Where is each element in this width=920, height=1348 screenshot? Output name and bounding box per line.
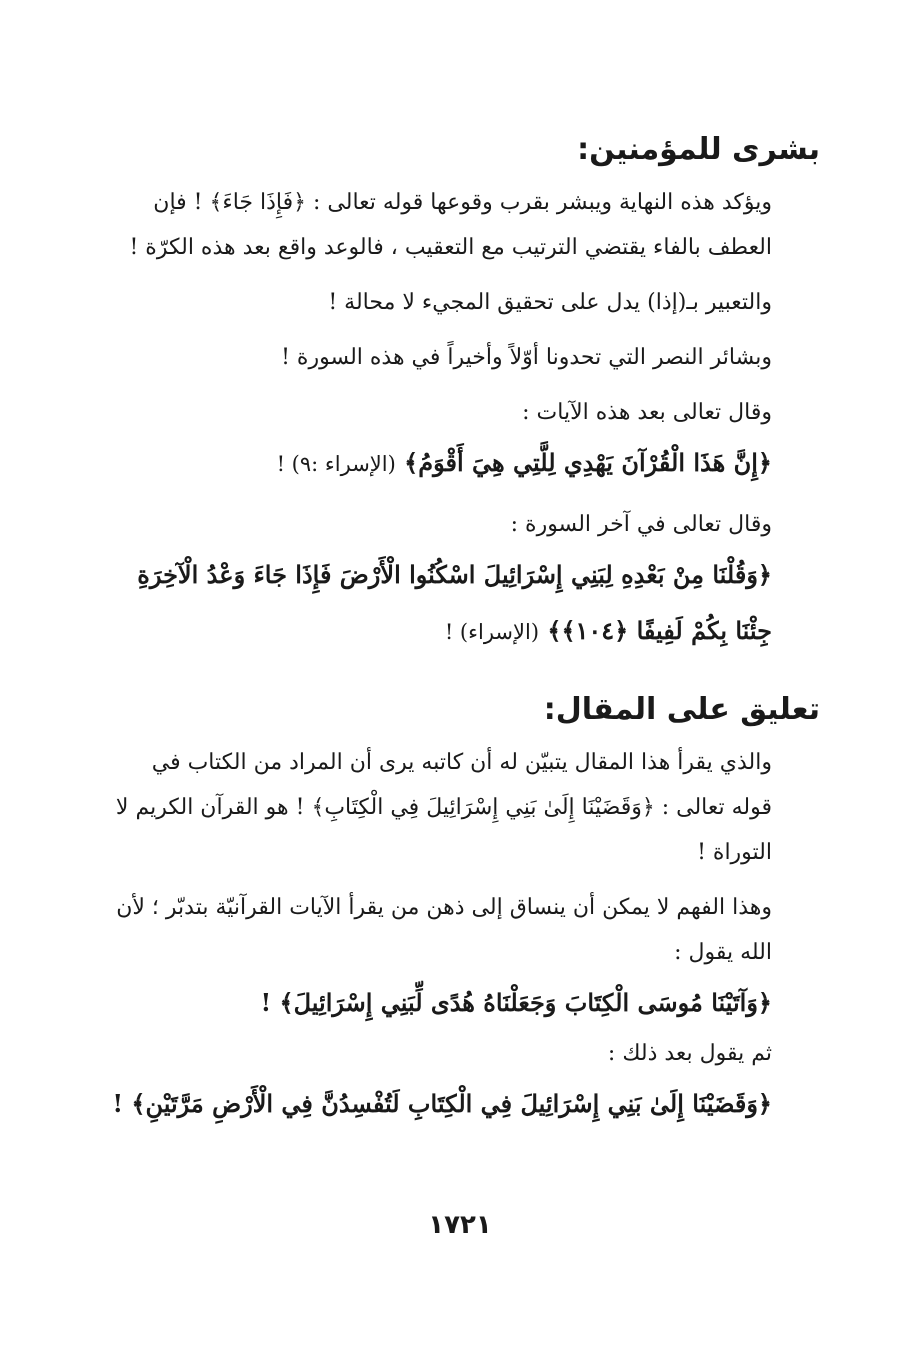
- paragraph: وهذا الفهم لا يمكن أن ينساق إلى ذهن من يقرأ الآيات القرآنيّة بتدبّر ؛ لأن الله يقول :: [116, 895, 772, 965]
- section-heading-glad-tidings: بشرى للمؤمنين:: [577, 132, 820, 167]
- paragraph: وقال تعالى في آخر السورة :: [510, 512, 772, 537]
- document-page: [108, 120, 820, 1132]
- comment-section: [108, 680, 820, 1132]
- paragraph: وقال تعالى بعد هذه الآيات :: [522, 400, 772, 425]
- paragraph: والذي يقرأ هذا المقال يتبيّن له أن كاتبه يرى أن المراد من الكتاب في قوله تعالى : ﴿وَقَضَيْنَا إِلَىٰ بَنِي إِسْرَائِيلَ فِي الْكِتَابِ﴾ ! هو القرآن الكريم لا التوراة !: [115, 750, 772, 865]
- paragraph: ثم يقول بعد ذلك :: [607, 1041, 772, 1066]
- verse-reference: (الإسراء) !: [444, 620, 540, 644]
- paragraph: وبشائر النصر التي تحدونا أوّلاً وأخيراً في هذه السورة !: [281, 345, 772, 370]
- paragraph: ويؤكد هذه النهاية ويبشر بقرب وقوعها قوله تعالى : ﴿فَإِذَا جَاءَ﴾ ! فإن العطف بالفاء يقتضي الترتيب مع التعقيب ، فالوعد واقع بعد هذه الكرّة !: [129, 190, 772, 260]
- quran-verse: [108, 435, 820, 492]
- quran-verse: ﴿وَقَضَيْنَا إِلَىٰ بَنِي إِسْرَائِيلَ فِي الْكِتَابِ لَتُفْسِدُنَّ فِي الْأَرْضِ مَرَّتَيْنِ﴾ !: [112, 1089, 772, 1118]
- quran-verse: ﴿وَآتَيْنَا مُوسَى الْكِتَابَ وَجَعَلْنَاهُ هُدًى لِّبَنِي إِسْرَائِيلَ﴾ !: [260, 988, 772, 1017]
- quran-verse: [108, 547, 820, 660]
- paragraph: والتعبير بـ(إذا) يدل على تحقيق المجيء لا محالة !: [328, 290, 772, 315]
- verse-text: ﴿إِنَّ هَذَا الْقُرْآنَ يَهْدِي لِلَّتِي هِيَ أَقْوَمُ﴾: [404, 448, 772, 477]
- section-heading-comment: تعليق على المقال:: [543, 692, 820, 727]
- page-number: ١٧٢١: [428, 1210, 492, 1240]
- verse-reference: (الإسراء :٩) !: [276, 452, 396, 476]
- verse-text: ﴿وَقُلْنَا مِنْ بَعْدِهِ لِبَنِي إِسْرَائِيلَ اسْكُنُوا الْأَرْضَ فَإِذَا جَاءَ وَعْدُ الْآخِرَةِ جِئْنَا بِكُمْ لَفِيفًا ﴿١٠٤﴾﴾: [137, 560, 772, 645]
